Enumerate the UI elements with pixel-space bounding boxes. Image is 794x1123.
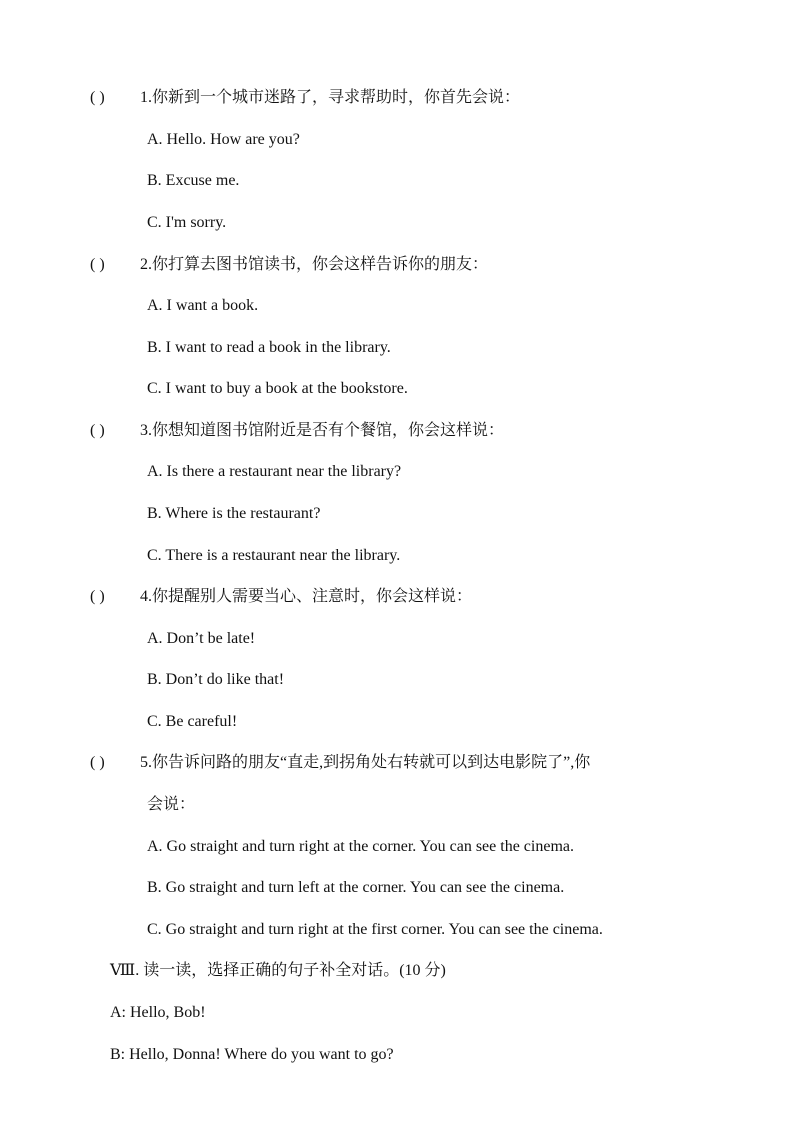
option-a: A. Go straight and turn right at the corner. You can see the cinema. (147, 838, 574, 855)
section-heading: Ⅷ. 读一读，选择正确的句子补全对话。(10 分) (110, 962, 446, 979)
option-c: C. I want to buy a book at the bookstore. (147, 380, 408, 397)
question-1 (90, 88, 520, 108)
option-c: C. Be careful! (147, 713, 238, 730)
question-5 (90, 753, 590, 773)
option-a: A. Don’t be late! (147, 630, 256, 647)
dialog-line: A: Hello, Bob! (110, 1004, 206, 1021)
option-c: C. Go straight and turn right at the first corner. You can see the cinema. (147, 921, 603, 938)
dialog-line: B: Hello, Donna! Where do you want to go? (110, 1046, 394, 1063)
question-text: 3.你想知道图书馆附近是否有个餐馆，你会这样说： (140, 422, 505, 439)
question-text-continuation: 会说： (147, 796, 196, 813)
option-a: A. I want a book. (147, 297, 259, 314)
option-b: B. I want to read a book in the library. (147, 339, 391, 356)
option-b: B. Where is the restaurant? (147, 505, 321, 522)
question-4 (90, 587, 472, 607)
answer-bracket[interactable]: ( ) (90, 422, 105, 439)
option-c: C. There is a restaurant near the library. (147, 547, 401, 564)
option-b: B. Go straight and turn left at the corner. You can see the cinema. (147, 879, 565, 896)
answer-bracket[interactable]: ( ) (90, 754, 105, 771)
option-a: A. Hello. How are you? (147, 131, 300, 148)
option-b: B. Don’t do like that! (147, 671, 285, 688)
answer-bracket[interactable]: ( ) (90, 588, 105, 605)
question-text: 1.你新到一个城市迷路了，寻求帮助时，你首先会说： (140, 89, 521, 106)
question-2 (90, 255, 488, 275)
option-a: A. Is there a restaurant near the library? (147, 463, 402, 480)
question-3 (90, 421, 504, 441)
option-c: C. I'm sorry. (147, 214, 227, 231)
question-text: 2.你打算去图书馆读书，你会这样告诉你的朋友： (140, 256, 489, 273)
question-text: 5.你告诉问路的朋友“直走,到拐角处右转就可以到达电影院了”,你 (140, 754, 591, 771)
answer-bracket[interactable]: ( ) (90, 89, 105, 106)
option-b: B. Excuse me. (147, 172, 240, 189)
answer-bracket[interactable]: ( ) (90, 256, 105, 273)
question-text: 4.你提醒别人需要当心、注意时，你会这样说： (140, 588, 473, 605)
